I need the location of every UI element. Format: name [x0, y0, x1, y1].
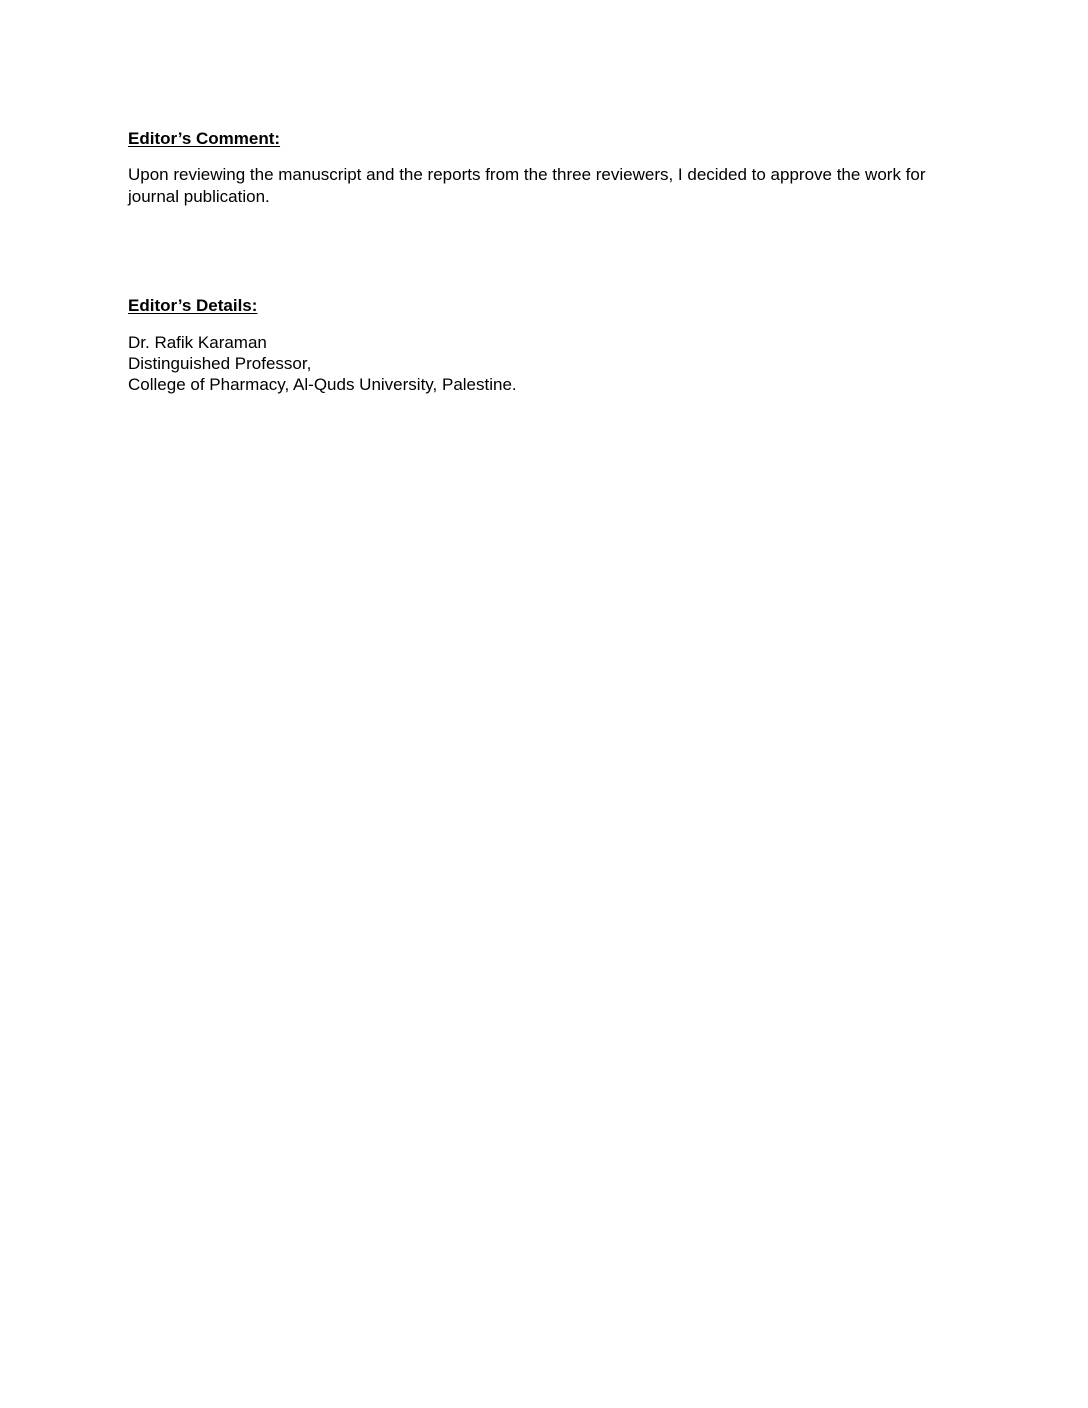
editors-details-heading: Editor’s Details: [128, 296, 258, 315]
editors-details-block [128, 332, 958, 395]
editors-comment-heading: Editor’s Comment: [128, 129, 281, 148]
editors-comment-text: Upon reviewing the manuscript and the reports from the three reviewers, I decided to approve the work for journal publication. [128, 165, 926, 206]
editor-affiliation: College of Pharmacy, Al-Quds University, Palestine. [128, 375, 517, 394]
editor-name: Dr. Rafik Karaman [128, 333, 267, 352]
editor-title: Distinguished Professor, [128, 354, 312, 373]
